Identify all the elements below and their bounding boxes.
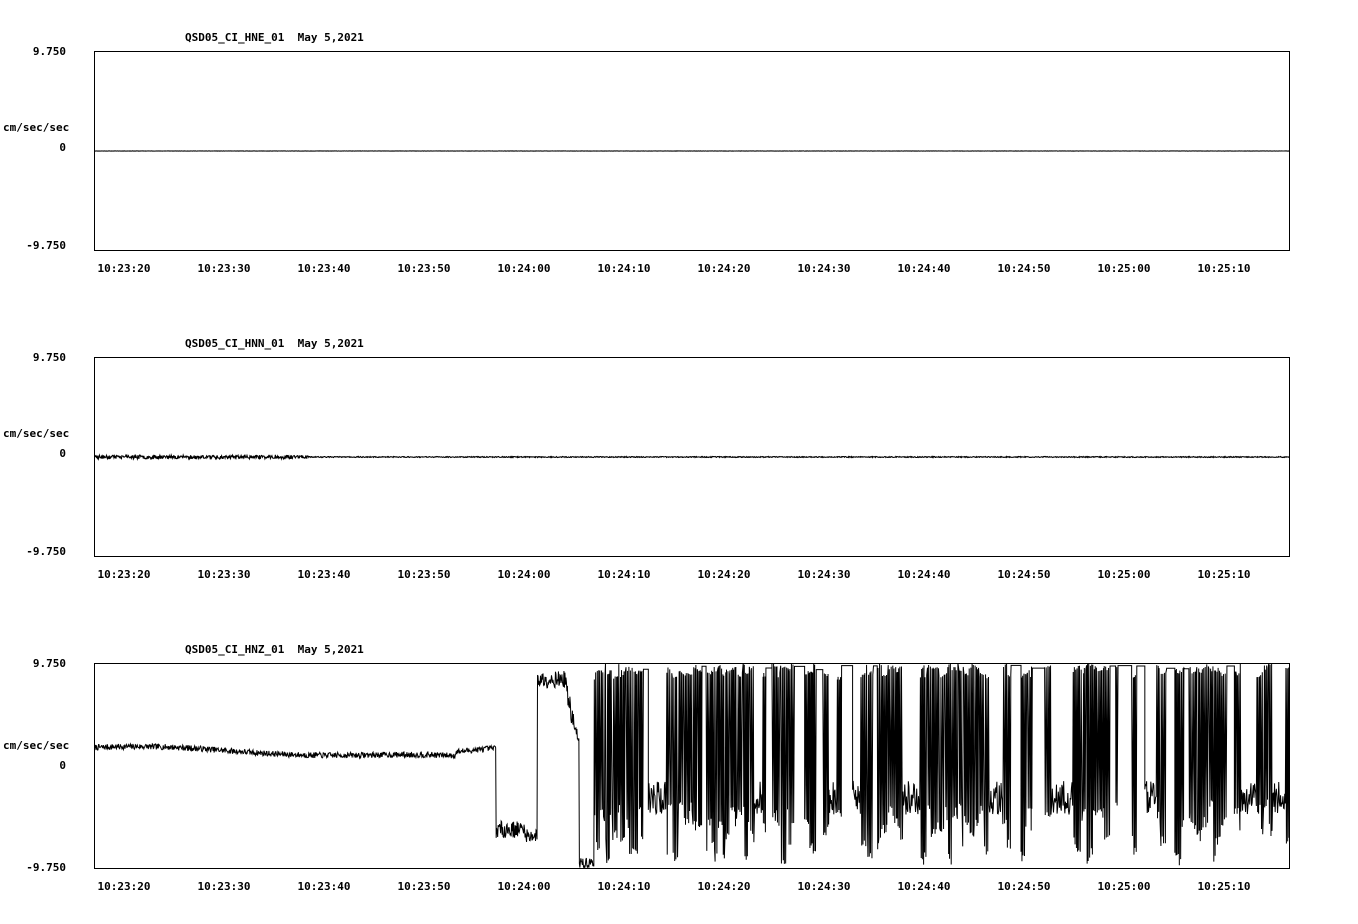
- y-tick-top: 9.750: [32, 657, 66, 670]
- x-tick: 10:24:10: [597, 568, 651, 581]
- x-tick: 10:24:10: [597, 880, 651, 893]
- x-tick: 10:25:00: [1097, 262, 1151, 275]
- x-tick: 10:24:00: [497, 880, 551, 893]
- x-tick: 10:25:10: [1197, 880, 1251, 893]
- x-tick: 10:24:40: [897, 880, 951, 893]
- panel-title: QSD05_CI_HNZ_01 May 5,2021: [185, 643, 364, 656]
- x-tick: 10:24:40: [897, 568, 951, 581]
- x-tick: 10:24:00: [497, 262, 551, 275]
- x-tick: 10:25:00: [1097, 880, 1151, 893]
- x-tick: 10:23:40: [297, 568, 351, 581]
- x-tick: 10:24:20: [697, 262, 751, 275]
- x-tick: 10:24:10: [597, 262, 651, 275]
- x-tick: 10:24:50: [997, 262, 1051, 275]
- x-tick: 10:23:20: [97, 262, 151, 275]
- waveform-trace: [94, 51, 1290, 251]
- x-tick: 10:24:30: [797, 880, 851, 893]
- waveform-trace: [94, 663, 1290, 869]
- x-tick: 10:24:20: [697, 880, 751, 893]
- x-tick: 10:23:30: [197, 262, 251, 275]
- y-tick-mid: 0: [59, 141, 66, 154]
- y-tick-top: 9.750: [32, 45, 66, 58]
- x-tick: 10:23:30: [197, 880, 251, 893]
- x-tick: 10:25:10: [1197, 568, 1251, 581]
- waveform-trace: [94, 357, 1290, 557]
- y-tick-bottom: -9.750: [26, 545, 66, 558]
- y-tick-mid: 0: [59, 759, 66, 772]
- y-tick-top: 9.750: [32, 351, 66, 364]
- x-tick: 10:23:20: [97, 880, 151, 893]
- y-tick-bottom: -9.750: [26, 861, 66, 874]
- x-tick: 10:23:40: [297, 880, 351, 893]
- y-axis-label: cm/sec/sec: [3, 427, 70, 440]
- x-tick: 10:24:30: [797, 568, 851, 581]
- x-tick: 10:24:50: [997, 880, 1051, 893]
- x-tick: 10:24:00: [497, 568, 551, 581]
- y-axis-label: cm/sec/sec: [3, 739, 70, 752]
- seismogram-panel-hne: [0, 0, 1358, 300]
- panel-title: QSD05_CI_HNE_01 May 5,2021: [185, 31, 364, 44]
- x-tick: 10:24:40: [897, 262, 951, 275]
- x-tick: 10:23:20: [97, 568, 151, 581]
- x-tick: 10:23:50: [397, 880, 451, 893]
- seismogram-panel-hnz: [0, 612, 1358, 922]
- y-tick-bottom: -9.750: [26, 239, 66, 252]
- seismogram-panel-hnn: [0, 306, 1358, 606]
- x-tick: 10:23:40: [297, 262, 351, 275]
- x-tick: 10:24:50: [997, 568, 1051, 581]
- panel-title: QSD05_CI_HNN_01 May 5,2021: [185, 337, 364, 350]
- x-tick: 10:23:30: [197, 568, 251, 581]
- x-tick: 10:23:50: [397, 568, 451, 581]
- y-axis-label: cm/sec/sec: [3, 121, 70, 134]
- x-tick: 10:23:50: [397, 262, 451, 275]
- y-tick-mid: 0: [59, 447, 66, 460]
- x-tick: 10:25:00: [1097, 568, 1151, 581]
- x-tick: 10:24:20: [697, 568, 751, 581]
- x-tick: 10:25:10: [1197, 262, 1251, 275]
- x-tick: 10:24:30: [797, 262, 851, 275]
